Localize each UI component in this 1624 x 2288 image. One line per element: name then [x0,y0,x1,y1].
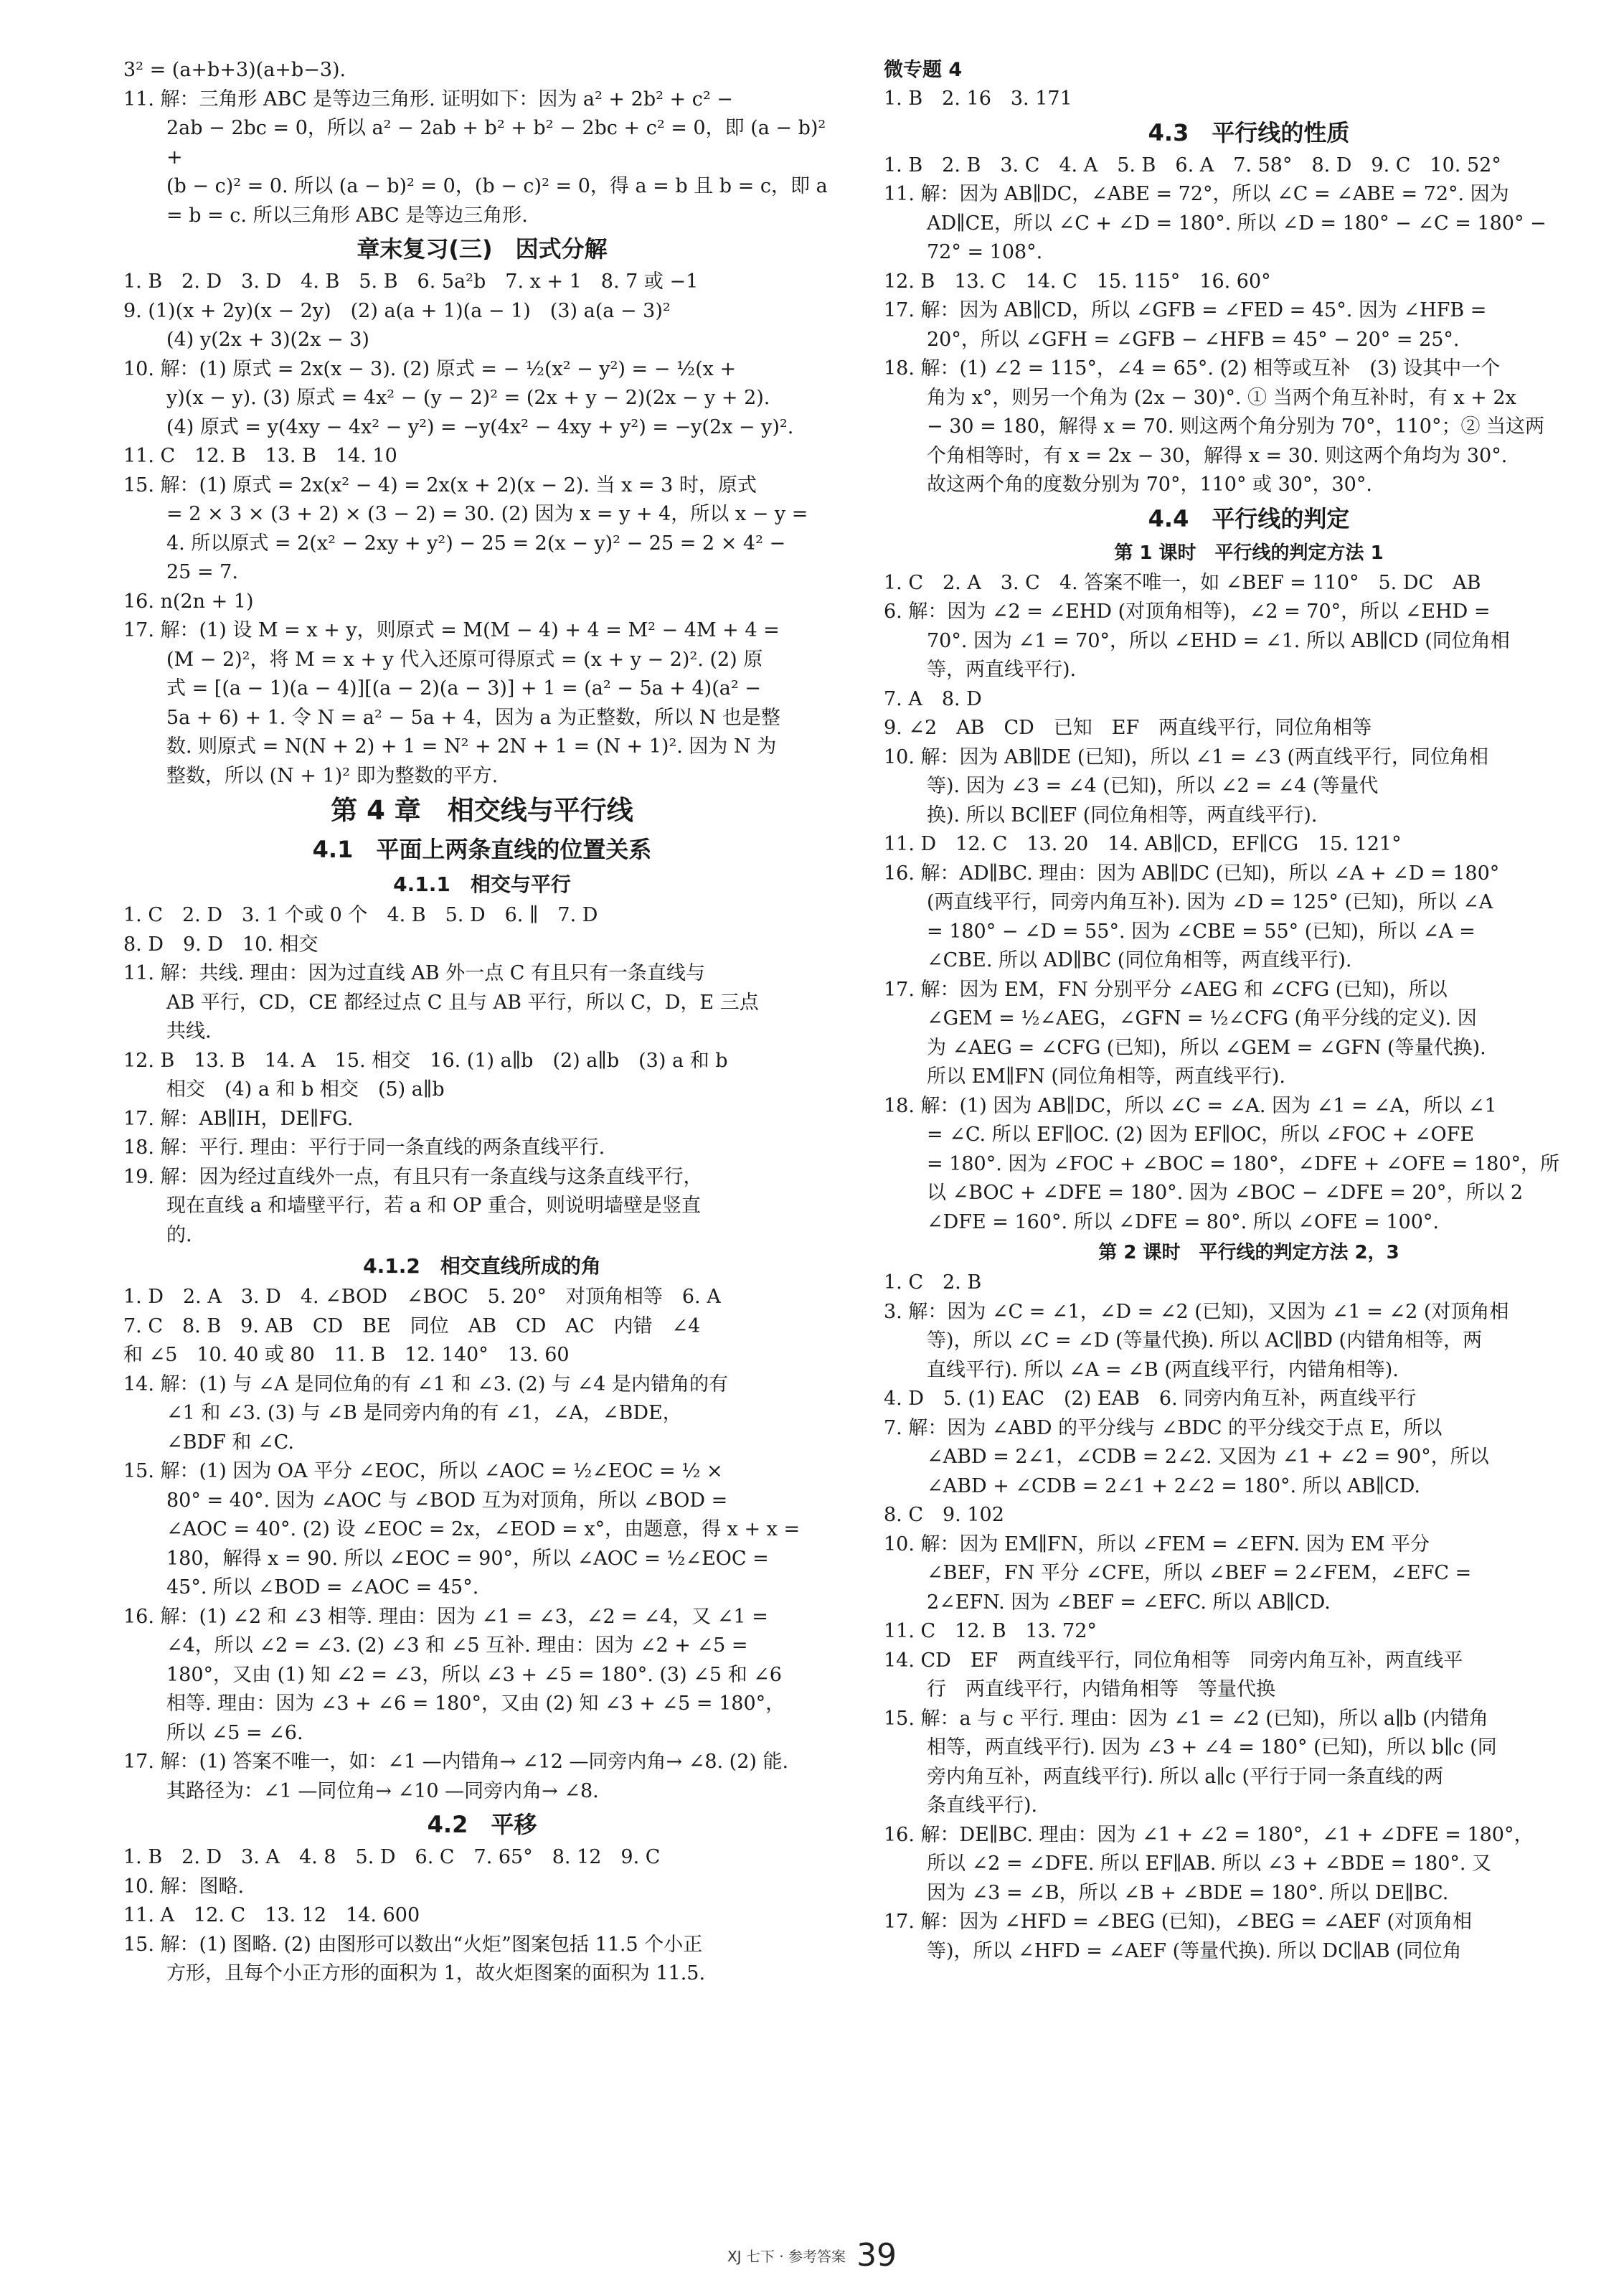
answer-line: 和 ∠5 10. 40 或 80 11. B 12. 140° 13. 60 [123,1344,570,1366]
answer-line-continued: 相交 (4) a 和 b 相交 (5) a∥b [166,1078,445,1101]
answer-line-continued: = ∠C. 所以 EF∥OC. (2) 因为 EF∥OC，所以 ∠FOC + ∠OFE [927,1124,1475,1146]
section-title: 4.2 平移 [427,1811,537,1838]
answer-line-continued: 其路径为：∠1 —同位角→ ∠10 —同旁内角→ ∠8. [166,1779,599,1802]
page-footer [0,2237,1624,2274]
answer-line: 1. C 2. A 3. C 4. 答案不唯一，如 ∠BEF = 110° 5. DC AB [884,571,1481,594]
answer-line-continued: 共线. [166,1020,212,1042]
answer-line: 17. 解：(1) 答案不唯一，如：∠1 —内错角→ ∠12 —同旁内角→ ∠8. (2) 能. [123,1751,789,1773]
answer-line-continued: AB 平行，CD，CE 都经过点 C 且与 AB 平行，所以 C，D，E 三点 [166,991,759,1014]
answer-line: 19. 解：因为经过直线外一点，有且只有一条直线与这条直线平行， [123,1165,703,1188]
special-topic-title: 微专题 4 [884,59,963,81]
answer-line: 1. C 2. D 3. 1 个或 0 个 4. B 5. D 6. ∥ 7. D [123,904,598,926]
answer-line: 11. D 12. C 13. 20 14. AB∥CD，EF∥CG 15. 121° [884,833,1402,855]
answer-line-continued: 5a + 6) + 1. 令 N = a² − 5a + 4，因为 a 为正整数，所以 N 也是整 [166,706,780,729]
answer-line-continued: ∠ABD = 2∠1，∠CDB = 2∠2. 又因为 ∠1 + ∠2 = 90°，所以 [927,1446,1489,1468]
answer-line-continued: 的. [166,1223,192,1246]
answer-line-continued: (M − 2)²，将 M = x + y 代入还原可得原式 = (x + y − 2)². (2) 原 [166,648,763,671]
answer-line: 15. 解：(1) 图略. (2) 由图形可以数出“火炬”图案包括 11.5 个小正 [123,1933,703,1956]
answer-line: 16. 解：AD∥BC. 理由：因为 AB∥DC (已知)，所以 ∠A + ∠D = 180° [884,862,1500,885]
answer-line-continued: 2ab − 2bc = 0，所以 a² − 2ab + b² + b² − 2bc + c² = 0，即 (a − b)² + [166,117,832,169]
left-column [123,56,841,1989]
page-number: 39 [856,2237,897,2274]
answer-line: 3² = (a+b+3)(a+b−3). [123,59,346,81]
answer-line-continued: 2∠EFN. 因为 ∠BEF = ∠EFC. 所以 AB∥CD. [927,1591,1331,1614]
answer-line: 11. C 12. B 13. B 14. 10 [123,445,397,467]
answer-line: 15. 解：(1) 因为 OA 平分 ∠EOC，所以 ∠AOC = ½∠EOC = ½ × [123,1460,723,1482]
answer-line-continued: 45°. 所以 ∠BOD = ∠AOC = 45°. [166,1576,479,1599]
answer-line: 10. 解：(1) 原式 = 2x(x − 3). (2) 原式 = − ½(x² − y²) = − ½(x + [123,357,737,380]
answer-line: 17. 解：因为 ∠HFD = ∠BEG (已知)，∠BEG = ∠AEF (对顶角相 [884,1911,1473,1933]
answer-line-continued: = 180° − ∠D = 55°. 因为 ∠CBE = 55° (已知)，所以 ∠A = [927,920,1476,943]
answer-line-continued: 式 = [(a − 1)(a − 4)][(a − 2)(a − 3)] + 1 = (a² − 5a + 4)(a² − [166,677,761,700]
answer-line: 18. 解：(1) 因为 AB∥DC，所以 ∠C = ∠A. 因为 ∠1 = ∠A，所以 ∠1 [884,1094,1497,1117]
answer-line: 11. 解：因为 AB∥DC，∠ABE = 72°，所以 ∠C = ∠ABE = 72°. 因为 [884,183,1509,205]
answer-line-continued: 相等. 理由：因为 ∠3 + ∠6 = 180°，又由 (2) 知 ∠3 + ∠5 = 180°， [166,1693,785,1715]
answer-line-continued: 72° = 108°. [927,241,1043,263]
answer-line-continued: 所以 ∠5 = ∠6. [166,1721,303,1744]
answer-line-continued: 因为 ∠3 = ∠B，所以 ∠B + ∠BDE = 180°. 所以 DE∥BC. [927,1881,1449,1904]
answer-line-continued: 25 = 7. [166,561,238,583]
answer-line-continued: 故这两个角的度数分别为 70°，110° 或 30°，30°. [927,474,1372,496]
answer-line: 17. 解：(1) 设 M = x + y，则原式 = M(M − 4) + 4 = M² − 4M + 4 = [123,619,780,641]
answer-line-continued: 以 ∠BOC + ∠DFE = 180°. 因为 ∠BOC − ∠DFE = 20°，所以 2 [927,1182,1524,1204]
answer-line-continued: ∠BEF，FN 平分 ∠CFE，所以 ∠BEF = 2∠FEM，∠EFC = [927,1562,1472,1584]
answer-line-continued: 数. 则原式 = N(N + 2) + 1 = N² + 2N + 1 = (N + 1)². 因为 N 为 [166,735,777,758]
answer-line: 10. 解：因为 AB∥DE (已知)，所以 ∠1 = ∠3 (两直线平行，同位角相 [884,745,1489,768]
answer-line-continued: ∠CBE. 所以 AD∥BC (同位角相等，两直线平行). [927,949,1352,971]
answer-line: 18. 解：平行. 理由：平行于同一条直线的两条直线平行. [123,1136,605,1159]
answer-line-continued: 等)，所以 ∠C = ∠D (等量代换). 所以 AC∥BD (内错角相等，两 [927,1329,1483,1352]
answer-line: 7. 解：因为 ∠ABD 的平分线与 ∠BDC 的平分线交于点 E，所以 [884,1416,1443,1439]
answer-line: 11. A 12. C 13. 12 14. 600 [123,1904,420,1926]
answer-line-continued: = 180°. 因为 ∠FOC + ∠BOC = 180°，∠DFE + ∠OFE = 180°，所 [927,1152,1560,1175]
answer-line: 9. (1)(x + 2y)(x − 2y) (2) a(a + 1)(a − 1) (3) a(a − 3)² [123,299,671,322]
answer-line-continued: 行 两直线平行，内错角相等 等量代换 [927,1678,1275,1700]
answer-line: 15. 解：a 与 c 平行. 理由：因为 ∠1 = ∠2 (已知)，所以 a∥b (内错角 [884,1707,1488,1730]
answer-line: 7. C 8. B 9. AB CD BE 同位 AB CD AC 内错 ∠4 [123,1314,701,1337]
answer-line: 12. B 13. C 14. C 15. 115° 16. 60° [884,270,1271,293]
answer-line: 12. B 13. B 14. A 15. 相交 16. (1) a∥b (2) a∥b (3) a 和 b [123,1049,728,1072]
answer-line-continued: = b = c. 所以三角形 ABC 是等边三角形. [166,204,528,227]
answer-line-continued: 直线平行). 所以 ∠A = ∠B (两直线平行，内错角相等). [927,1358,1399,1381]
answer-line-continued: 条直线平行). [927,1794,1038,1817]
answer-line-continued: 换). 所以 BC∥EF (同位角相等，两直线平行). [927,804,1318,827]
subsection-title: 4.1.1 相交与平行 [393,872,571,896]
answer-line: 14. 解：(1) 与 ∠A 是同位角的有 ∠1 和 ∠3. (2) 与 ∠4 是内错角的有 [123,1373,728,1395]
answer-line: 3. 解：因为 ∠C = ∠1，∠D = ∠2 (已知)，又因为 ∠1 = ∠2 (对顶角相 [884,1300,1509,1323]
answer-line: 17. 解：因为 EM，FN 分别平分 ∠AEG 和 ∠CFG (已知)，所以 [884,978,1448,1001]
answer-line-continued: 80° = 40°. 因为 ∠AOC 与 ∠BOD 互为对顶角，所以 ∠BOD = [166,1489,728,1512]
answer-line: 16. 解：DE∥BC. 理由：因为 ∠1 + ∠2 = 180°，∠1 + ∠DFE = 180°， [884,1823,1534,1846]
answer-line: 15. 解：(1) 原式 = 2x(x² − 4) = 2x(x + 2)(x − 2). 当 x = 3 时，原式 [123,474,757,496]
answer-line-continued: (4) y(2x + 3)(2x − 3) [166,329,369,351]
answer-line: 17. 解：AB∥IH，DE∥FG. [123,1107,354,1130]
subsection-title: 4.1.2 相交直线所成的角 [363,1254,601,1278]
answer-line-continued: 现在直线 a 和墙壁平行，若 a 和 OP 重合，则说明墙壁是竖直 [166,1195,701,1217]
answer-line: 1. B 2. D 3. A 4. 8 5. D 6. C 7. 65° 8. 12 9. C [123,1846,661,1868]
answer-line-continued: 方形，且每个小正方形的面积为 1，故火炬图案的面积为 11.5. [166,1962,706,1985]
answer-line-continued: 等，两直线平行). [927,659,1077,681]
answer-line: 8. C 9. 102 [884,1504,1004,1526]
answer-line-continued: 180°，又由 (1) 知 ∠2 = ∠3，所以 ∠3 + ∠5 = 180°. (3) ∠5 和 ∠6 [166,1663,782,1686]
answer-line-continued: ∠4，所以 ∠2 = ∠3. (2) ∠3 和 ∠5 互补. 理由：因为 ∠2 + ∠5 = [166,1634,748,1657]
section-title: 4.3 平行线的性质 [1148,118,1350,146]
lesson-title: 第 1 课时 平行线的判定方法 1 [1114,542,1384,564]
answer-line-continued: 整数，所以 (N + 1)² 即为整数的平方. [166,764,499,787]
answer-line-continued: AD∥CE，所以 ∠C + ∠D = 180°. 所以 ∠D = 180° − ∠C = 180° − [927,212,1547,235]
chapter-title: 第 4 章 相交线与平行线 [331,795,633,826]
answer-line: 1. C 2. B [884,1271,982,1294]
answer-line-continued: ∠DFE = 160°. 所以 ∠DFE = 80°. 所以 ∠OFE = 100°. [927,1210,1439,1233]
answer-line: 11. 解：三角形 ABC 是等边三角形. 证明如下：因为 a² + 2b² + c² − [123,88,733,110]
answer-line: 9. ∠2 AB CD 已知 EF 两直线平行，同位角相等 [884,717,1372,739]
answer-line-continued: 角为 x°，则另一个角为 (2x − 30)°. ① 当两个角互补时，有 x + 2x [927,386,1516,409]
answer-line: 7. A 8. D [884,687,982,710]
answer-line: 4. D 5. (1) EAC (2) EAB 6. 同旁内角互补，两直线平行 [884,1388,1417,1410]
answer-line-continued: − 30 = 180，解得 x = 70. 则这两个角分别为 70°，110°；② 当这两 [927,415,1545,438]
answer-line: 6. 解：因为 ∠2 = ∠EHD (对顶角相等)，∠2 = 70°，所以 ∠EHD = [884,601,1491,623]
answer-line-continued: ∠1 和 ∠3. (3) 与 ∠B 是同旁内角的有 ∠1，∠A，∠BDE， [166,1402,682,1424]
answer-line-continued: 个角相等时，有 x = 2x − 30，解得 x = 30. 则这两个角均为 30°. [927,444,1508,467]
answer-line-continued: 20°，所以 ∠GFH = ∠GFB − ∠HFB = 45° − 20° = 25°. [927,328,1460,351]
section-title: 章末复习(三) 因式分解 [357,235,608,263]
section-title: 4.1 平面上两条直线的位置关系 [312,836,652,863]
lesson-title: 第 2 课时 平行线的判定方法 2，3 [1098,1242,1399,1263]
answer-line: 1. B 2. D 3. D 4. B 5. B 6. 5a²b 7. x + 1 8. 7 或 −1 [123,270,699,293]
footer-label: XJ 七下 · 参考答案 [727,2248,846,2265]
answer-line: 17. 解：因为 AB∥CD，所以 ∠GFB = ∠FED = 45°. 因为 ∠HFB = [884,299,1487,321]
answer-line-continued: 所以 ∠2 = ∠DFE. 所以 EF∥AB. 所以 ∠3 + ∠BDE = 180°. 又 [927,1852,1492,1875]
answer-line: 1. B 2. 16 3. 171 [884,88,1072,110]
answer-line-continued: (b − c)² = 0. 所以 (a − b)² = 0，(b − c)² = 0，得 a = b 且 b = c，即 a [166,175,828,197]
answer-line: 11. C 12. B 13. 72° [884,1620,1097,1642]
answer-line: 14. CD EF 两直线平行，同位角相等 同旁内角互补，两直线平 [884,1649,1463,1672]
answer-line: 16. n(2n + 1) [123,590,254,613]
answer-line: 16. 解：(1) ∠2 和 ∠3 相等. 理由：因为 ∠1 = ∠3，∠2 = ∠4，又 ∠1 = [123,1605,768,1628]
answer-line-continued: 相等，两直线平行). 因为 ∠3 + ∠4 = 180° (已知)，所以 b∥c (同 [927,1736,1497,1759]
answer-line-continued: ∠ABD + ∠CDB = 2∠1 + 2∠2 = 180°. 所以 AB∥CD. [927,1474,1421,1497]
answer-line: 10. 解：因为 EM∥FN，所以 ∠FEM = ∠EFN. 因为 EM 平分 [884,1533,1430,1555]
answer-line-continued: ∠BDF 和 ∠C. [166,1431,294,1454]
answer-line-continued: 等)，所以 ∠HFD = ∠AEF (等量代换). 所以 DC∥AB (同位角 [927,1939,1462,1962]
answer-line: 11. 解：共线. 理由：因为过直线 AB 外一点 C 有且只有一条直线与 [123,962,706,984]
answer-line-continued: ∠GEM = ½∠AEG，∠GFN = ½∠CFG (角平分线的定义). 因 [927,1007,1477,1030]
answer-line: 8. D 9. D 10. 相交 [123,933,318,956]
answer-line-continued: (4) 原式 = y(4xy − 4x² − y²) = −y(4x² − 4xy + y²) = −y(2x − y)². [166,415,794,438]
answer-line: 10. 解：图略. [123,1875,245,1898]
answer-line: 1. D 2. A 3. D 4. ∠BOD ∠BOC 5. 20° 对顶角相等 6. A [123,1286,721,1308]
answer-line-continued: 等). 因为 ∠3 = ∠4 (已知)，所以 ∠2 = ∠4 (等量代 [927,775,1379,797]
answer-line-continued: 180，解得 x = 90. 所以 ∠EOC = 90°，所以 ∠AOC = ½∠EOC = [166,1547,769,1570]
answer-line-continued: 70°. 因为 ∠1 = 70°，所以 ∠EHD = ∠1. 所以 AB∥CD (同位角相 [927,629,1510,652]
right-column [884,56,1614,1966]
answer-line-continued: ∠AOC = 40°. (2) 设 ∠EOC = 2x，∠EOD = x°，由题意，得 x + x = [166,1518,801,1540]
section-title: 4.4 平行线的判定 [1148,504,1350,532]
answer-line-continued: (两直线平行，同旁内角互补). 因为 ∠D = 125° (已知)，所以 ∠A [927,891,1493,913]
answer-line: 1. B 2. B 3. C 4. A 5. B 6. A 7. 58° 8. D 9. C 10. 52° [884,154,1501,176]
answer-line-continued: 所以 EM∥FN (同位角相等，两直线平行). [927,1065,1286,1088]
answer-line-continued: 4. 所以原式 = 2(x² − 2xy + y²) − 25 = 2(x − y)² − 25 = 2 × 4² − [166,532,786,555]
answer-line-continued: y)(x − y). (3) 原式 = 4x² − (y − 2)² = (2x + y − 2)(2x − y + 2). [166,387,770,409]
answer-line: 18. 解：(1) ∠2 = 115°，∠4 = 65°. (2) 相等或互补 (3) 设其中一个 [884,357,1501,380]
answer-line-continued: 旁内角互补，两直线平行). 所以 a∥c (平行于同一条直线的两 [927,1765,1444,1788]
answer-line-continued: 为 ∠AEG = ∠CFG (已知)，所以 ∠GEM = ∠GFN (等量代换). [927,1036,1486,1059]
answer-line-continued: = 2 × 3 × (3 + 2) × (3 − 2) = 30. (2) 因为 x = y + 4，所以 x − y = [166,503,808,525]
